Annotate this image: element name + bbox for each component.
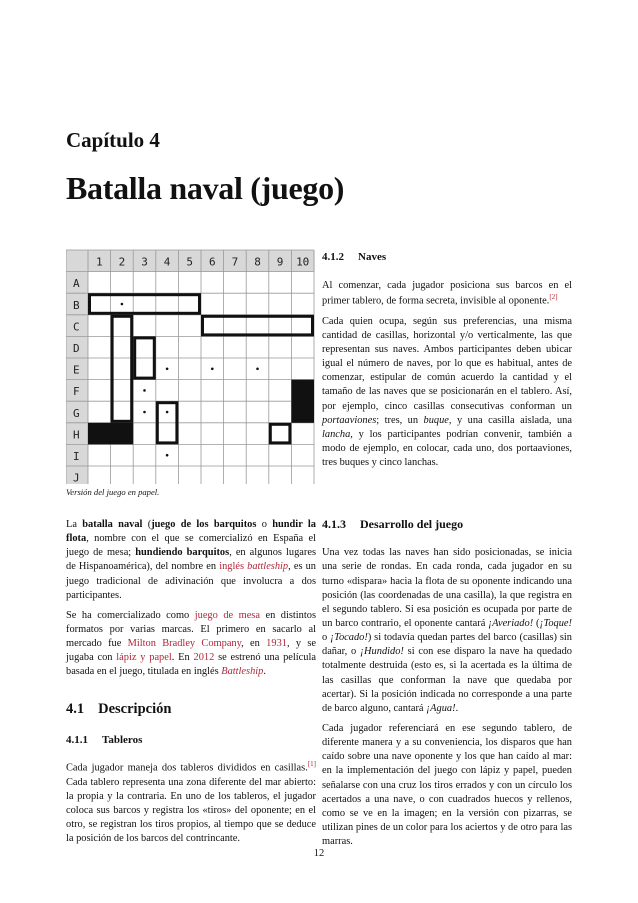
board-row-label: B — [73, 298, 80, 312]
term-hundir-flota: hundir la flota — [66, 519, 316, 545]
subsection-naves — [322, 250, 572, 265]
text: si con ese disparo la nave ha quedado totalmente destruida (esto es, si la acertada es la última de las casillas que conforman la nave que quedaba por acertar). Si la posición indicada no corresponde a una parte de barco alguno, cantará — [322, 646, 572, 714]
desarrollo-paragraph-1 — [322, 546, 572, 716]
right-column-bottom — [322, 516, 572, 855]
board-ship — [112, 316, 132, 421]
board-miss-mark — [211, 368, 214, 371]
board-col-label: 9 — [276, 255, 284, 269]
section-label: Descripción — [98, 700, 172, 717]
text: Al comenzar, cada jugador posiciona sus barcos en el primer tablero, de forma secreta, invisible al oponente. — [322, 279, 572, 307]
text: , en — [241, 638, 267, 650]
naves-paragraph-2 — [322, 315, 572, 471]
link-lapiz-papel[interactable]: lápiz y papel — [116, 652, 172, 664]
board-row-label: F — [73, 385, 80, 399]
term-hundido: ¡Hundido! — [360, 646, 404, 658]
term-hundiendo: hundiendo barquitos — [135, 547, 230, 559]
board-ship — [203, 316, 313, 335]
term-lancha: lancha — [322, 428, 351, 440]
subsection-label: Desarrollo del juego — [360, 517, 464, 531]
link-juego-de-mesa[interactable]: juego de mesa — [194, 609, 260, 621]
link-battleship-film[interactable]: Battleship — [221, 666, 264, 678]
board-col-label: 8 — [254, 255, 261, 269]
term-tocado: ¡Tocado! — [330, 632, 368, 644]
section-number: 4.1 — [66, 700, 85, 717]
text: o — [256, 519, 273, 530]
text: Cada tablero representa una zona diferente del mar abierto: la propia y la contraria. En uno de los tableros, el jugador coloca sus barcos y registra los «tiros» del oponente; en el otro, se registran los tiros propios, al tiempo que se deduce la posición de los barcos del contrincante. — [66, 776, 316, 845]
text: . — [455, 702, 459, 714]
text: ) si todavía quedan partes del barco (casillas) sin dañar, o — [322, 632, 573, 658]
board-col-label: 5 — [186, 255, 194, 269]
left-column — [66, 518, 316, 853]
text: , en algunos lugares de Hispanoamérica), del nombre en — [66, 547, 317, 573]
board-miss-mark — [166, 454, 169, 457]
text: ( — [142, 519, 152, 530]
page-number: 12 — [313, 848, 325, 859]
board-col-label: 3 — [141, 255, 148, 269]
board-col-label: 4 — [163, 255, 171, 269]
board-svg — [66, 244, 316, 484]
link-milton-bradley[interactable]: Milton Bradley Company — [127, 638, 242, 650]
text: ; tres, un — [376, 414, 424, 426]
article-title: Batalla naval (juego) — [66, 170, 345, 206]
link-battleship[interactable]: battleship — [247, 561, 289, 573]
board-miss-mark — [166, 411, 169, 414]
text: La — [66, 519, 83, 530]
subsection-number: 4.1.1 — [66, 734, 88, 747]
term-portaaviones: portaaviones — [322, 414, 377, 426]
board-miss-mark — [143, 389, 146, 392]
right-column-top — [322, 244, 572, 476]
link-1931[interactable]: 1931 — [266, 638, 287, 650]
term-batalla-naval: batalla naval — [82, 519, 143, 530]
board-row-label: J — [73, 471, 80, 484]
term-buque: buque — [423, 414, 449, 426]
intro-paragraph-1 — [66, 518, 316, 603]
board-row-label: A — [73, 277, 80, 291]
text: Se ha comercializado como — [66, 609, 195, 621]
battleship-board-figure — [66, 244, 316, 484]
naves-paragraph-1 — [322, 279, 572, 309]
term-barquitos: juego de los barquitos — [151, 519, 257, 530]
board-miss-mark — [256, 368, 259, 371]
text: ( — [533, 618, 540, 630]
text: , y los participantes podrían convenir, también a modo de ejemplo, en colocar, cada uno, dos portaaviones, tres buques y cinco lanchas. — [322, 428, 572, 469]
text: en distintos formatos por varias marcas. El primero en sacarlo al mercado fue — [66, 609, 316, 650]
board-col-label: 6 — [208, 255, 216, 269]
intro-paragraph-2 — [66, 609, 316, 680]
text: se estrenó una película basada en el juego, titulada en inglés — [66, 652, 316, 678]
board-row-label: E — [73, 363, 80, 377]
reference-1[interactable]: [1] — [307, 760, 316, 769]
term-toque: ¡Toque! — [539, 618, 572, 630]
text: Una vez todas las naves han sido posicionadas, se inicia una serie de rondas. En cada ronda, cada jugador en su turno «dispara» hacia la flota de su oponente indicando una posición (las coordenadas de una casilla), la que registra en el segundo tablero. Si esa posición es ocupada por parte de un barco contrario, el oponente cantará — [322, 547, 572, 630]
text: . — [263, 666, 266, 678]
text: , es un juego tradicional de adivinación que involucra a dos participantes. — [66, 561, 316, 601]
board-ship — [270, 424, 290, 443]
board-col-label: 1 — [95, 255, 103, 269]
board-col-label: 7 — [231, 255, 239, 269]
board-col-label: 10 — [296, 255, 310, 269]
subsection-label: Naves — [358, 251, 387, 263]
reference-2[interactable]: [2] — [549, 293, 558, 302]
text: o — [322, 632, 331, 644]
text: Cada jugador maneja dos tableros divididos en casillas. — [66, 762, 308, 774]
section-descripcion — [66, 700, 316, 720]
board-miss-mark — [143, 411, 146, 414]
board-ship — [90, 295, 200, 314]
text: , y se jugaba con — [66, 638, 316, 664]
link-ingles[interactable]: inglés — [219, 561, 245, 573]
subsection-tableros — [66, 733, 316, 748]
board-row-label: C — [73, 320, 80, 334]
board-miss-mark — [121, 303, 124, 306]
desarrollo-paragraph-2 — [322, 722, 572, 849]
text: , y una casilla aislada, una — [448, 414, 572, 426]
term-agua: ¡Agua! — [426, 702, 456, 714]
board-row-label: I — [73, 449, 80, 463]
chapter-label: Capítulo 4 — [66, 128, 160, 152]
board-miss-mark — [166, 368, 169, 371]
board-row-label: H — [73, 428, 80, 442]
subsection-desarrollo — [322, 516, 572, 532]
board-row-label: D — [73, 341, 80, 355]
board-hit-ship — [293, 381, 313, 421]
term-averiado: ¡Averiado! — [488, 618, 534, 630]
subsection-number: 4.1.2 — [322, 251, 344, 263]
board-col-label: 2 — [118, 255, 126, 269]
text: Cada jugador referenciará en ese segundo tablero, de diferente manera y a su conveniencia, los disparos que han caído sobre una nave oponente y los que han caído al mar: en la implementación del juego con lápiz y papel, pueden señalarse con una cruz los tiros errados y con un círculo los acertados a una nave, o con cuadrados huecos y rellenos, como se ve en la imagen; en la versión con pizarras, se utilizan pines de un color para los aciertos y de otro para las marras. — [322, 723, 572, 848]
tableros-paragraph — [66, 760, 316, 846]
board-hit-ship — [90, 424, 132, 443]
text: . En — [171, 652, 194, 664]
link-2012[interactable]: 2012 — [193, 652, 215, 664]
text: Cada quien ocupa, según sus preferencias, una misma cantidad de casillas, horizontal y/o verticalmente, las que representan sus naves. Ambos participantes deben ubicar igual el número de naves, por lo que es habitual, antes de comenzar, estipular de común acuerdo la cantidad y el tamaño de las naves que se posicionarán en el tablero. Así, por ejemplo, cinco casillas consecutivas conforman un — [322, 315, 572, 412]
subsection-label: Tableros — [102, 734, 143, 747]
text: , nombre con el que se comercializó en España el juego de mesa; — [66, 533, 316, 559]
figure-caption: Versión del juego en papel. — [66, 487, 160, 497]
board-row-label: G — [73, 406, 80, 420]
subsection-number: 4.1.3 — [322, 517, 346, 531]
